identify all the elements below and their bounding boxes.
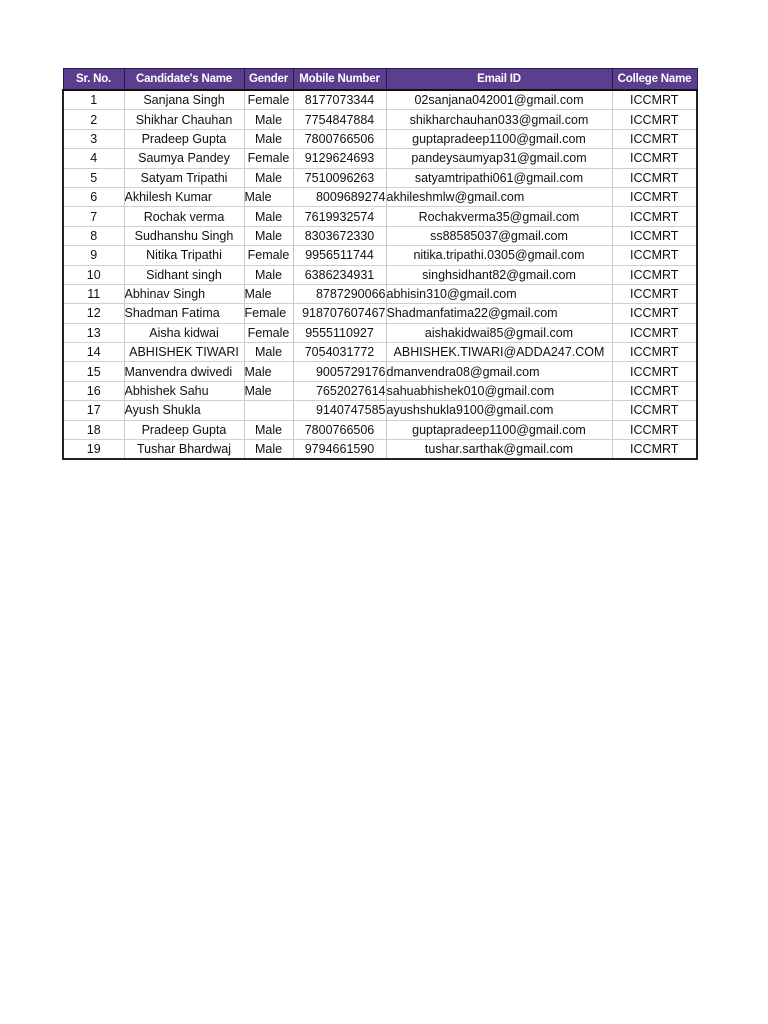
cell-email-id: tushar.sarthak@gmail.com [386, 440, 612, 460]
table-row [63, 401, 697, 420]
header-candidate-name: Candidate's Name [124, 69, 244, 91]
cell-email-id: akhileshmlw@gmail.com [386, 187, 612, 206]
cell-sr-no: 4 [63, 149, 124, 168]
cell-mobile-number: 8009689274 [293, 187, 386, 206]
cell-sr-no: 18 [63, 420, 124, 439]
cell-gender: Male [244, 226, 293, 245]
cell-sr-no: 3 [63, 129, 124, 148]
cell-college-name: ICCMRT [612, 168, 697, 187]
cell-sr-no: 10 [63, 265, 124, 284]
cell-email-id: abhisin310@gmail.com [386, 284, 612, 303]
cell-email-id: guptapradeep1100@gmail.com [386, 129, 612, 148]
cell-college-name: ICCMRT [612, 265, 697, 284]
cell-email-id: dmanvendra08@gmail.com [386, 362, 612, 381]
cell-sr-no: 19 [63, 440, 124, 460]
cell-mobile-number: 8303672330 [293, 226, 386, 245]
table-body [63, 90, 697, 459]
cell-sr-no: 1 [63, 90, 124, 110]
cell-sr-no: 16 [63, 381, 124, 400]
cell-gender: Male [244, 284, 293, 303]
cell-sr-no: 15 [63, 362, 124, 381]
cell-gender: Male [244, 187, 293, 206]
cell-college-name: ICCMRT [612, 420, 697, 439]
table-row [63, 362, 697, 381]
cell-college-name: ICCMRT [612, 187, 697, 206]
cell-college-name: ICCMRT [612, 226, 697, 245]
cell-college-name: ICCMRT [612, 90, 697, 110]
cell-gender: Female [244, 246, 293, 265]
cell-college-name: ICCMRT [612, 323, 697, 342]
cell-email-id: sahuabhishek010@gmail.com [386, 381, 612, 400]
table-row [63, 381, 697, 400]
cell-mobile-number: 8177073344 [293, 90, 386, 110]
cell-college-name: ICCMRT [612, 362, 697, 381]
header-row [63, 69, 697, 91]
cell-candidate-name: Saumya Pandey [124, 149, 244, 168]
cell-email-id: pandeysaumyap31@gmail.com [386, 149, 612, 168]
cell-candidate-name: Nitika Tripathi [124, 246, 244, 265]
table-row [63, 246, 697, 265]
cell-mobile-number: 9555110927 [293, 323, 386, 342]
cell-candidate-name: Tushar Bhardwaj [124, 440, 244, 460]
cell-email-id: Rochakverma35@gmail.com [386, 207, 612, 226]
cell-sr-no: 5 [63, 168, 124, 187]
candidate-table [62, 68, 698, 460]
cell-email-id: aishakidwai85@gmail.com [386, 323, 612, 342]
table-row [63, 265, 697, 284]
cell-candidate-name: Shadman Fatima [124, 304, 244, 323]
cell-college-name: ICCMRT [612, 381, 697, 400]
cell-sr-no: 9 [63, 246, 124, 265]
table-row [63, 420, 697, 439]
cell-gender: Male [244, 265, 293, 284]
cell-mobile-number: 7652027614 [293, 381, 386, 400]
cell-gender: Female [244, 149, 293, 168]
cell-candidate-name: Sudhanshu Singh [124, 226, 244, 245]
cell-candidate-name: Ayush Shukla [124, 401, 244, 420]
table-header [63, 69, 697, 91]
table-row [63, 226, 697, 245]
cell-candidate-name: Pradeep Gupta [124, 420, 244, 439]
cell-mobile-number: 8787290066 [293, 284, 386, 303]
cell-email-id: satyamtripathi061@gmail.com [386, 168, 612, 187]
cell-candidate-name: Rochak verma [124, 207, 244, 226]
cell-sr-no: 13 [63, 323, 124, 342]
cell-candidate-name: Manvendra dwivedi [124, 362, 244, 381]
cell-email-id: ayushshukla9100@gmail.com [386, 401, 612, 420]
cell-college-name: ICCMRT [612, 440, 697, 460]
cell-gender: Female [244, 304, 293, 323]
cell-mobile-number: 7619932574 [293, 207, 386, 226]
cell-mobile-number: 918707607467 [293, 304, 386, 323]
cell-sr-no: 17 [63, 401, 124, 420]
table-row [63, 440, 697, 460]
cell-email-id: guptapradeep1100@gmail.com [386, 420, 612, 439]
cell-mobile-number: 7510096263 [293, 168, 386, 187]
cell-gender: Male [244, 207, 293, 226]
cell-gender: Male [244, 440, 293, 460]
cell-gender: Male [244, 343, 293, 362]
cell-sr-no: 8 [63, 226, 124, 245]
cell-mobile-number: 7800766506 [293, 420, 386, 439]
cell-email-id: ss88585037@gmail.com [386, 226, 612, 245]
table-row [63, 207, 697, 226]
table-row [63, 129, 697, 148]
cell-college-name: ICCMRT [612, 149, 697, 168]
cell-mobile-number: 6386234931 [293, 265, 386, 284]
cell-college-name: ICCMRT [612, 284, 697, 303]
cell-college-name: ICCMRT [612, 343, 697, 362]
header-email-id: Email ID [386, 69, 612, 91]
cell-sr-no: 7 [63, 207, 124, 226]
cell-candidate-name: Akhilesh Kumar [124, 187, 244, 206]
cell-college-name: ICCMRT [612, 246, 697, 265]
cell-college-name: ICCMRT [612, 110, 697, 129]
cell-mobile-number: 9140747585 [293, 401, 386, 420]
cell-gender: Male [244, 381, 293, 400]
cell-gender: Female [244, 90, 293, 110]
cell-sr-no: 2 [63, 110, 124, 129]
cell-gender: Male [244, 362, 293, 381]
cell-candidate-name: Abhishek Sahu [124, 381, 244, 400]
table-row [63, 304, 697, 323]
cell-gender: Male [244, 110, 293, 129]
cell-mobile-number: 7754847884 [293, 110, 386, 129]
cell-candidate-name: ABHISHEK TIWARI [124, 343, 244, 362]
cell-mobile-number: 9005729176 [293, 362, 386, 381]
cell-candidate-name: Sidhant singh [124, 265, 244, 284]
cell-email-id: shikharchauhan033@gmail.com [386, 110, 612, 129]
cell-candidate-name: Aisha kidwai [124, 323, 244, 342]
table-row [63, 90, 697, 110]
table-row [63, 187, 697, 206]
cell-gender: Female [244, 323, 293, 342]
cell-college-name: ICCMRT [612, 207, 697, 226]
cell-college-name: ICCMRT [612, 401, 697, 420]
cell-email-id: nitika.tripathi.0305@gmail.com [386, 246, 612, 265]
header-sr-no: Sr. No. [63, 69, 124, 91]
cell-mobile-number: 9956511744 [293, 246, 386, 265]
header-mobile-number: Mobile Number [293, 69, 386, 91]
table-row [63, 168, 697, 187]
cell-gender: Male [244, 129, 293, 148]
cell-college-name: ICCMRT [612, 304, 697, 323]
cell-email-id: Shadmanfatima22@gmail.com [386, 304, 612, 323]
cell-sr-no: 11 [63, 284, 124, 303]
cell-sr-no: 14 [63, 343, 124, 362]
cell-sr-no: 6 [63, 187, 124, 206]
table-row [63, 323, 697, 342]
cell-email-id: ABHISHEK.TIWARI@ADDA247.COM [386, 343, 612, 362]
cell-gender: Male [244, 168, 293, 187]
table-row [63, 149, 697, 168]
cell-gender: Male [244, 420, 293, 439]
cell-candidate-name: Abhinav Singh [124, 284, 244, 303]
cell-candidate-name: Pradeep Gupta [124, 129, 244, 148]
cell-sr-no: 12 [63, 304, 124, 323]
cell-mobile-number: 7054031772 [293, 343, 386, 362]
header-college-name: College Name [612, 69, 697, 91]
header-gender: Gender [244, 69, 293, 91]
cell-email-id: 02sanjana042001@gmail.com [386, 90, 612, 110]
cell-candidate-name: Sanjana Singh [124, 90, 244, 110]
table-row [63, 343, 697, 362]
cell-mobile-number: 7800766506 [293, 129, 386, 148]
cell-mobile-number: 9794661590 [293, 440, 386, 460]
cell-email-id: singhsidhant82@gmail.com [386, 265, 612, 284]
cell-candidate-name: Shikhar Chauhan [124, 110, 244, 129]
cell-college-name: ICCMRT [612, 129, 697, 148]
table-row [63, 110, 697, 129]
cell-mobile-number: 9129624693 [293, 149, 386, 168]
table-row [63, 284, 697, 303]
cell-gender [244, 401, 293, 420]
cell-candidate-name: Satyam Tripathi [124, 168, 244, 187]
